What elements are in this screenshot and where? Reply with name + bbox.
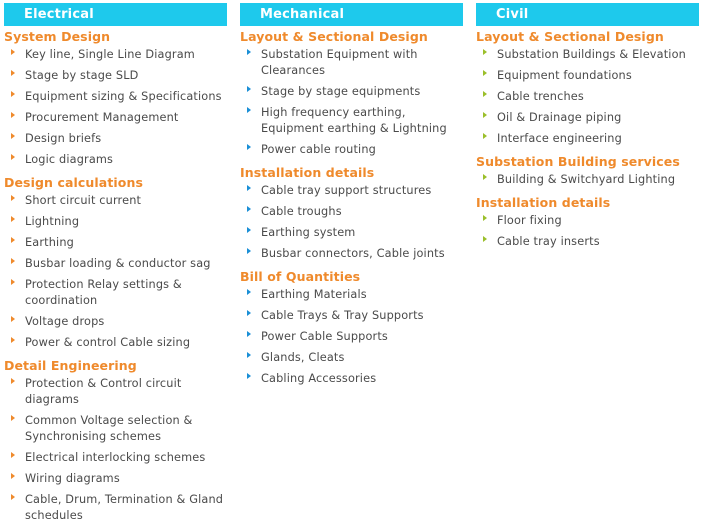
list-item-label: Cable trenches <box>497 90 584 103</box>
list-item-label: Design briefs <box>25 132 102 145</box>
column-electrical <box>4 3 227 529</box>
list-item <box>240 246 463 262</box>
list-item <box>240 371 463 387</box>
blue-arrow-bullet-icon <box>247 331 251 337</box>
list-item-label: High frequency earthing, Equipment earthing & Lightning <box>261 106 447 135</box>
list-item <box>4 314 227 330</box>
list-item-label: Earthing <box>25 236 74 249</box>
item-list <box>476 172 699 188</box>
blue-arrow-bullet-icon <box>247 289 251 295</box>
list-item-label: Cable tray inserts <box>497 235 600 248</box>
list-item <box>4 256 227 272</box>
green-arrow-bullet-icon <box>483 215 487 221</box>
list-item-label: Cable, Drum, Termination & Gland schedules <box>25 493 224 522</box>
list-item-label: Interface engineering <box>497 132 622 145</box>
orange-arrow-bullet-icon <box>11 154 15 160</box>
list-item <box>240 47 463 79</box>
list-item-label: Key line, Single Line Diagram <box>25 48 195 61</box>
list-item <box>476 234 699 250</box>
list-item <box>4 450 227 466</box>
orange-arrow-bullet-icon <box>11 378 15 384</box>
blue-arrow-bullet-icon <box>247 144 251 150</box>
blue-arrow-bullet-icon <box>247 248 251 254</box>
list-item-label: Power cable routing <box>261 143 376 156</box>
section-title: Layout & Sectional Design <box>240 29 428 44</box>
list-item-label: Wiring diagrams <box>25 472 120 485</box>
list-item-label: Protection Relay settings & coordination <box>25 278 182 307</box>
item-list <box>4 47 227 168</box>
list-item-label: Stage by stage SLD <box>25 69 139 82</box>
list-item <box>476 172 699 188</box>
list-item <box>476 47 699 63</box>
list-item-label: Cable Trays & Tray Supports <box>261 309 424 322</box>
section-title: Detail Engineering <box>4 358 137 373</box>
green-arrow-bullet-icon <box>483 70 487 76</box>
list-item <box>4 471 227 487</box>
green-arrow-bullet-icon <box>483 236 487 242</box>
item-list <box>476 213 699 250</box>
item-list <box>240 183 463 262</box>
blue-arrow-bullet-icon <box>247 86 251 92</box>
list-item <box>4 235 227 251</box>
list-item <box>240 308 463 324</box>
item-list <box>240 47 463 158</box>
list-item-label: Substation Buildings & Elevation <box>497 48 686 61</box>
list-item <box>4 47 227 63</box>
list-item <box>4 68 227 84</box>
list-item <box>4 152 227 168</box>
list-item <box>4 376 227 408</box>
list-item <box>240 105 463 137</box>
blue-arrow-bullet-icon <box>247 107 251 113</box>
list-item-label: Procurement Management <box>25 111 179 124</box>
section <box>240 27 463 158</box>
list-item <box>240 329 463 345</box>
list-item-label: Common Voltage selection & Synchronising schemes <box>25 414 193 443</box>
list-item <box>4 193 227 209</box>
list-item-label: Equipment foundations <box>497 69 632 82</box>
orange-arrow-bullet-icon <box>11 216 15 222</box>
list-item <box>4 413 227 445</box>
list-item-label: Earthing system <box>261 226 356 239</box>
section <box>476 193 699 250</box>
section-title: Bill of Quantities <box>240 269 361 284</box>
list-item <box>4 492 227 524</box>
list-item-label: Busbar connectors, Cable joints <box>261 247 445 260</box>
blue-arrow-bullet-icon <box>247 227 251 233</box>
list-item-label: Short circuit current <box>25 194 142 207</box>
list-item-label: Power & control Cable sizing <box>25 336 191 349</box>
blue-arrow-bullet-icon <box>247 373 251 379</box>
list-item-label: Cable troughs <box>261 205 342 218</box>
list-item-label: Electrical interlocking schemes <box>25 451 206 464</box>
section-title: Installation details <box>476 195 611 210</box>
orange-arrow-bullet-icon <box>11 91 15 97</box>
column-header: Civil <box>476 3 699 26</box>
green-arrow-bullet-icon <box>483 91 487 97</box>
green-arrow-bullet-icon <box>483 174 487 180</box>
list-item-label: Stage by stage equipments <box>261 85 421 98</box>
list-item <box>4 214 227 230</box>
item-list <box>240 287 463 387</box>
list-item-label: Equipment sizing & Specifications <box>25 90 222 103</box>
list-item-label: Glands, Cleats <box>261 351 345 364</box>
list-item-label: Oil & Drainage piping <box>497 111 622 124</box>
list-item-label: Substation Equipment with Clearances <box>261 48 418 77</box>
orange-arrow-bullet-icon <box>11 133 15 139</box>
orange-arrow-bullet-icon <box>11 237 15 243</box>
column-header: Mechanical <box>240 3 463 26</box>
blue-arrow-bullet-icon <box>247 310 251 316</box>
section-title: Layout & Sectional Design <box>476 29 664 44</box>
list-item <box>240 287 463 303</box>
list-item-label: Building & Switchyard Lighting <box>497 173 676 186</box>
blue-arrow-bullet-icon <box>247 49 251 55</box>
list-item <box>476 213 699 229</box>
list-item-label: Lightning <box>25 215 80 228</box>
orange-arrow-bullet-icon <box>11 473 15 479</box>
item-list <box>4 376 227 524</box>
list-item <box>4 131 227 147</box>
section-title: Substation Building services <box>476 154 680 169</box>
orange-arrow-bullet-icon <box>11 258 15 264</box>
green-arrow-bullet-icon <box>483 49 487 55</box>
orange-arrow-bullet-icon <box>11 452 15 458</box>
list-item-label: Busbar loading & conductor sag <box>25 257 211 270</box>
orange-arrow-bullet-icon <box>11 337 15 343</box>
list-item <box>4 277 227 309</box>
list-item <box>240 350 463 366</box>
blue-arrow-bullet-icon <box>247 352 251 358</box>
list-item-label: Protection & Control circuit diagrams <box>25 377 182 406</box>
list-item <box>4 89 227 105</box>
orange-arrow-bullet-icon <box>11 112 15 118</box>
list-item <box>240 204 463 220</box>
list-item <box>240 183 463 199</box>
list-item <box>476 89 699 105</box>
list-item-label: Voltage drops <box>25 315 105 328</box>
column-header: Electrical <box>4 3 227 26</box>
list-item <box>476 131 699 147</box>
green-arrow-bullet-icon <box>483 112 487 118</box>
section <box>240 267 463 387</box>
section <box>4 356 227 524</box>
section <box>4 27 227 168</box>
orange-arrow-bullet-icon <box>11 494 15 500</box>
list-item <box>4 110 227 126</box>
list-item <box>240 142 463 158</box>
column-mechanical <box>240 3 463 392</box>
list-item-label: Power Cable Supports <box>261 330 388 343</box>
section-title: System Design <box>4 29 111 44</box>
orange-arrow-bullet-icon <box>11 415 15 421</box>
section-title: Installation details <box>240 165 375 180</box>
section <box>4 173 227 351</box>
section <box>476 152 699 188</box>
column-civil <box>476 3 699 255</box>
orange-arrow-bullet-icon <box>11 195 15 201</box>
list-item <box>240 84 463 100</box>
list-item <box>476 110 699 126</box>
orange-arrow-bullet-icon <box>11 49 15 55</box>
list-item <box>476 68 699 84</box>
list-item <box>4 335 227 351</box>
item-list <box>476 47 699 147</box>
list-item-label: Floor fixing <box>497 214 562 227</box>
blue-arrow-bullet-icon <box>247 206 251 212</box>
list-item-label: Cabling Accessories <box>261 372 377 385</box>
section <box>476 27 699 147</box>
blue-arrow-bullet-icon <box>247 185 251 191</box>
list-item <box>240 225 463 241</box>
list-item-label: Cable tray support structures <box>261 184 432 197</box>
list-item-label: Logic diagrams <box>25 153 114 166</box>
section <box>240 163 463 262</box>
section-title: Design calculations <box>4 175 144 190</box>
green-arrow-bullet-icon <box>483 133 487 139</box>
orange-arrow-bullet-icon <box>11 316 15 322</box>
item-list <box>4 193 227 351</box>
orange-arrow-bullet-icon <box>11 279 15 285</box>
orange-arrow-bullet-icon <box>11 70 15 76</box>
list-item-label: Earthing Materials <box>261 288 367 301</box>
